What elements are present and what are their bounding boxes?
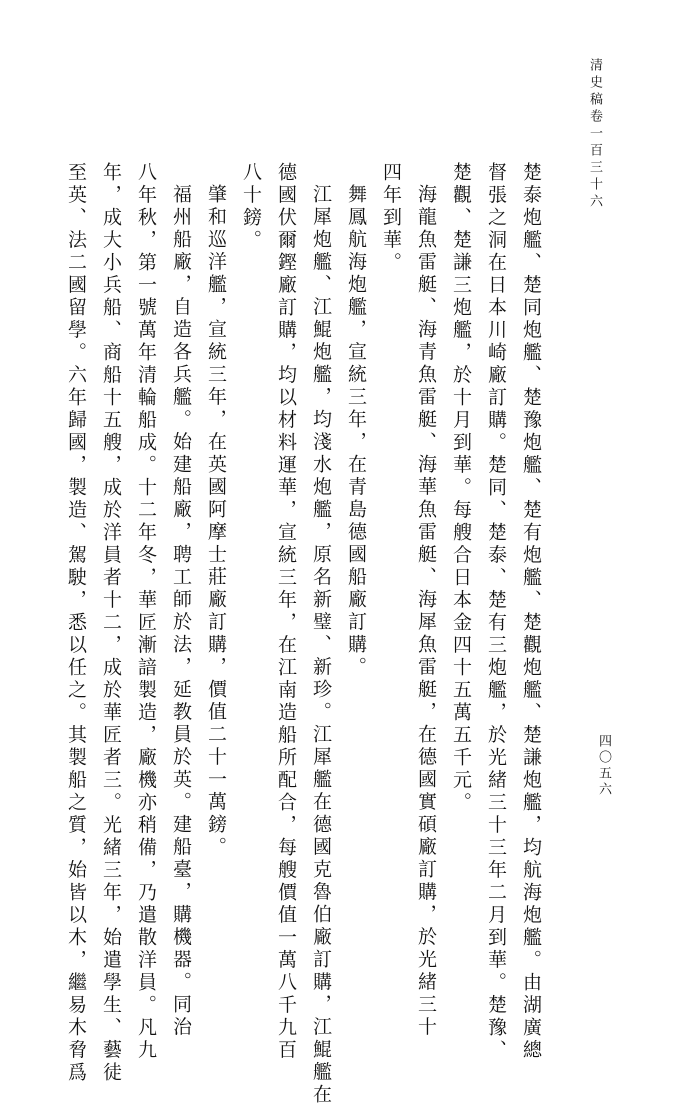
- text-column-11: 福州船廠，自造各兵艦。始建船廠，聘工師於法，延教員於英。建船臺，購機器。同治: [170, 184, 192, 1039]
- text-column-12: 八年秋，第一號萬年清輪船成。十二年冬，華匠漸諳製造，廠機亦稍備，乃遣散洋員。凡九: [135, 162, 157, 1062]
- text-column-1: 楚泰炮艦、楚同炮艦、楚豫炮艦、楚有炮艦、楚觀炮艦、楚謙炮艦，均航海炮艦。由湖廣總: [520, 162, 542, 1062]
- text-column-10: 肇和巡洋艦，宣統三年，在英國阿摩士莊廠訂購，價值二十一萬鎊。: [205, 184, 227, 859]
- page-number: 四〇五六: [596, 734, 611, 798]
- text-column-8: 德國伏爾鏗廠訂購，均以材料運華，宣統三年，在江南造船所配合，每艘價值一萬八千九百: [275, 162, 297, 1062]
- running-header-title: 清史稿卷一百三十六: [587, 58, 602, 211]
- text-column-6: 舞鳳航海炮艦，宣統三年，在青島德國船廠訂購。: [345, 184, 367, 679]
- text-column-3: 楚觀、楚謙三炮艦，於十月到華。每艘合日本金四十五萬五千元。: [450, 162, 472, 815]
- text-column-4: 海龍魚雷艇、海青魚雷艇、海華魚雷艇、海犀魚雷艇，在德國實碩廠訂購，於光緒三十: [415, 184, 437, 1039]
- text-column-9: 八十鎊。: [240, 162, 262, 252]
- text-column-2: 督張之洞在日本川崎廠訂購。楚同、楚泰、楚有三炮艦，於光緒三十三年二月到華。楚豫、: [485, 162, 507, 1062]
- text-column-5: 四年到華。: [380, 162, 402, 275]
- text-column-7: 江犀炮艦、江鯤炮艦，均淺水炮艦，原名新璧、新珍。江犀艦在德國克魯伯廠訂購，江鯤艦在: [310, 184, 332, 1107]
- text-column-13: 年，成大小兵船、商船十五艘，成於洋員者十二，成於華匠者三。光緒三年，始遣學生、藝徒: [100, 162, 122, 1085]
- text-column-14: 至英、法二國留學。六年歸國，製造、駕駛，悉以任之。其製船之質，始皆以木，繼易木脅爲: [65, 162, 87, 1085]
